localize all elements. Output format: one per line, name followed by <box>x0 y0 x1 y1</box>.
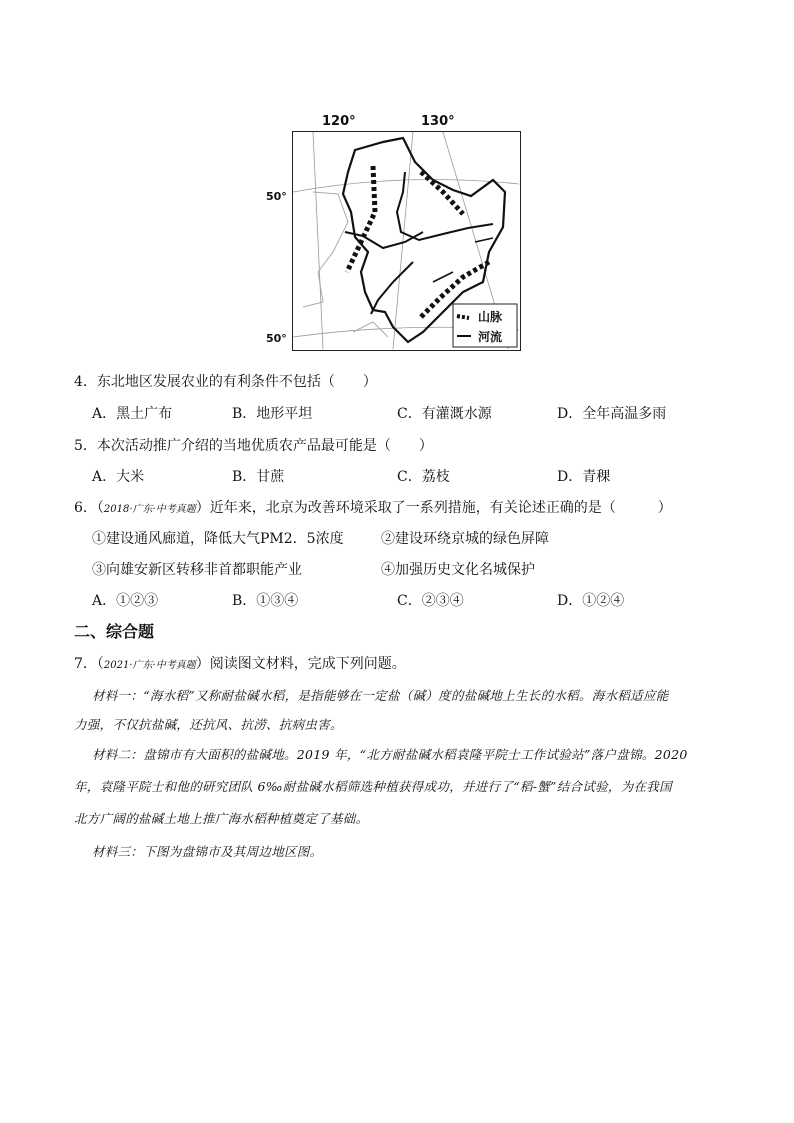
q7-material-line: 力强，不仅抗盐碱，还抗风、抗涝、抗病虫害。 <box>74 717 343 732</box>
legend-river-label: 河流 <box>478 330 503 344</box>
q5-option-a: A．大米 <box>92 469 145 485</box>
q6-statement-3: ③向雄安新区转移非首都职能产业 <box>92 562 302 578</box>
q6-statement-1: ①建设通风廊道，降低大气PM2．5浓度 <box>92 531 344 547</box>
q6-option-b: B．①③④ <box>232 593 299 609</box>
lon-label-130: 130° <box>421 114 455 129</box>
q6-option-a: A．①②③ <box>92 593 159 609</box>
river-liao <box>371 262 413 314</box>
lat-label-top: 50° <box>266 190 287 203</box>
q7-material-line: 材料三：下图为盘锦市及其周边地区图。 <box>92 844 323 859</box>
q6-source: 2018·广东·中考真题 <box>103 504 196 515</box>
q6-stem <box>74 499 672 519</box>
q6-option-d: D．①②④ <box>557 593 625 609</box>
q5-option-c: C．荔枝 <box>397 469 450 485</box>
q6-number: 6．（ <box>74 500 104 516</box>
river-heilongjiang <box>397 172 493 240</box>
legend-mountain-symbol <box>457 316 469 318</box>
q7-stem-text: ）阅读图文材料，完成下列问题。 <box>195 656 406 672</box>
q7-stem <box>74 655 406 675</box>
q4-option-b: B．地形平坦 <box>232 406 313 422</box>
q4-option-c: C．有灌溉水源 <box>397 406 492 422</box>
q7-material-line: 北方广阔的盐碱土地上推广海水稻种植奠定了基础。 <box>74 811 369 826</box>
q6-stem-text: ）近年来，北京为改善环境采取了一系列措施，有关论述正确的是（ ） <box>195 500 672 516</box>
legend-mountain-label: 山脉 <box>478 310 503 324</box>
q5-option-b: B．甘蔗 <box>232 469 285 485</box>
q6-option-c: C．②③④ <box>397 593 464 609</box>
q4-option-a: A．黑土广布 <box>92 406 173 422</box>
neighbor-boundary <box>303 192 348 307</box>
q6-statement-4: ④加强历史文化名城保护 <box>381 562 535 578</box>
q7-source: 2021·广东·中考真题 <box>103 660 196 671</box>
q5-stem: 5．本次活动推广介绍的当地优质农产品最可能是（ ） <box>74 438 433 454</box>
section-title: 二、综合题 <box>74 622 155 641</box>
q6-statement-2: ②建设环绕京城的绿色屏障 <box>381 531 549 547</box>
q4-option-d: D．全年高温多雨 <box>557 406 667 422</box>
lat-label-bottom: 50° <box>266 332 287 345</box>
lon-label-120: 120° <box>322 114 356 129</box>
q5-option-d: D．青稞 <box>557 469 611 485</box>
q4-stem: 4．东北地区发展农业的有利条件不包括（ ） <box>74 374 377 390</box>
q7-material-line: 年，袁隆平院士和他的研究团队 6‰耐盐碱水稻筛选种植获得成功，并进行了“稻-蟹”结合试验，为在我国 <box>74 779 672 794</box>
q7-material-line: 材料一：“海水稻”又称耐盐碱水稻，是指能够在一定盐（碱）度的盐碱地上生长的水稻。海水稻适应能 <box>92 688 669 703</box>
q7-number: 7．（ <box>74 656 104 672</box>
northeast-china-map <box>292 131 521 351</box>
q7-material-line: 材料二：盘锦市有大面积的盐碱地。2019 年，“北方耐盐碱水稻袁隆平院士工作试验站”落户盘锦。2020 <box>92 747 688 762</box>
